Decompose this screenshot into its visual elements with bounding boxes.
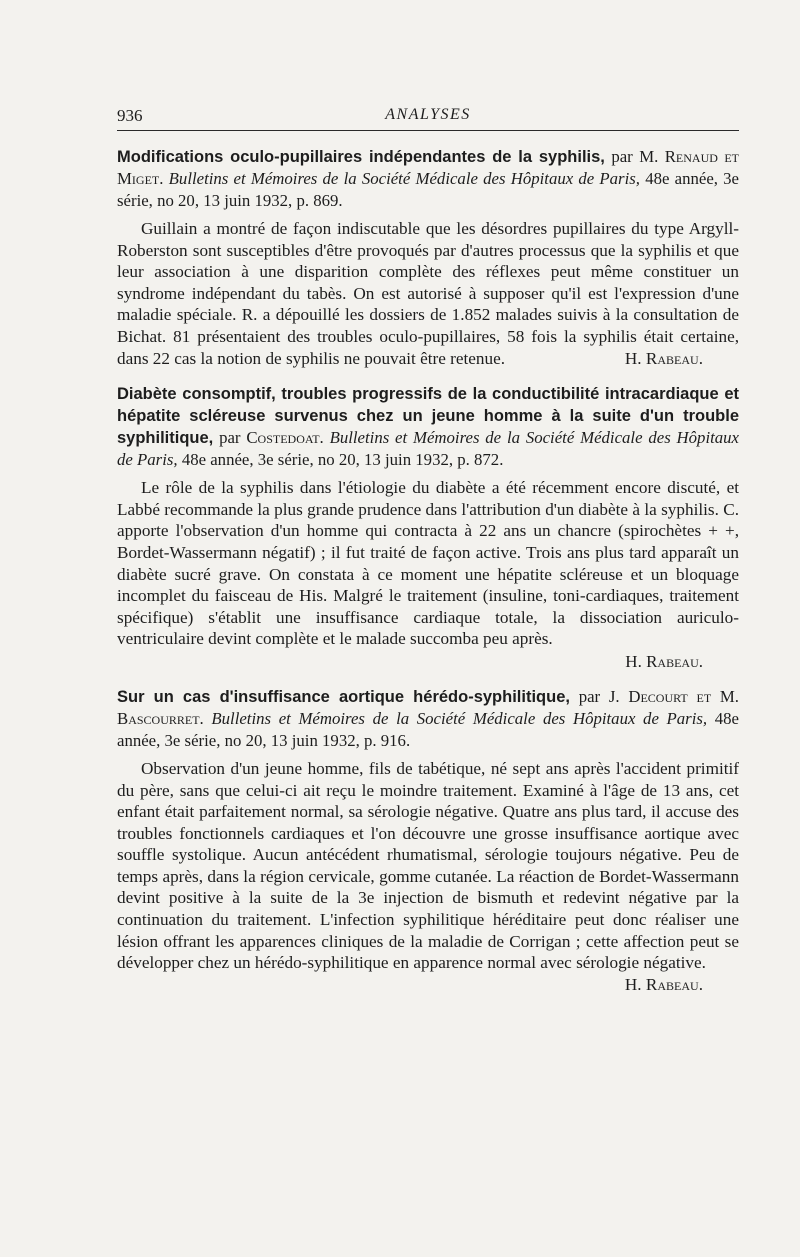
article-body-text: Observation d'un jeune homme, fils de tabétique, né sept ans après l'accident primitif du père, sans que celui-ci ait reçu le moindre traitement. Examiné à l'âge de 13 ans, cet enfant était parfaitement normal, sa sérologie négative. Quatre ans plus tard, il accuse des troubles fonctionnels cardiaques et l'on découvre une grosse insuffisance aortique avec souffle systolique. Aucun antécédent rhumatismal, sérologie toujours négative. Peu de temps après, dans la région cervicale, gomme cutanée. La réaction de Bordet-Wassermann devint positive à la suite de la 3e injection de bismuth et redevint négative par la continuation du traitement. L'infection syphilitique héréditaire peut donc réaliser une lésion offrant les apparences cliniques de la maladie de Corrigan ; cette affection peut se développer chez un hérédo-syphilitique en apparence normal avec sérologie négative. [117,758,739,973]
article-journal: Bulletins et Mémoires de la Société Médicale des Hôpitaux de Paris, [211,708,708,728]
article-by: par [219,428,241,448]
running-title: ANALYSES [385,106,471,123]
article-heading [117,383,739,471]
page-number: 936 [117,106,143,125]
article-body [117,758,739,994]
article-body-text: Guillain a montré de façon indiscutable que les désordres pupillaires du type Argyll-Roberston sont susceptibles d'être provoqués par d'autres processus que la syphilis et que leur association à une disparition complète des réflexes peut même constituer un syndrome indépendant du tabès. On est autorisé à supposer qu'il est l'expression d'une maladie spéciale. R. a dépouillé les dossiers de 1.852 malades suivis à la consultation de Bichat. 81 présentaient des troubles oculo-pupillaires, 58 fois la syphilis était certaine, dans 22 cas la notion de syphilis ne pouvait être retenue. [117,219,739,368]
article-authors: M. Renaud et Miget. [117,147,740,188]
article-journal: Bulletins et Mémoires de la Société Médicale des Hôpitaux de Paris, [117,428,739,470]
article-body [117,218,739,369]
article-body: Le rôle de la syphilis dans l'étiologie du diabète a été récemment encore discuté, et Labbé recommande la plus grande prudence dans l'attribution d'un diabète à la syphilis. C. apporte l'observation d'un homme qui contracta à 22 ans un chancre (spirochètes + +, Bordet-Wassermann négatif) ; il fut traité de façon active. Trois ans plus tard apparaît un diabète sucré grave. On constata à ce moment une hépatite scléreuse et un bloquage incomplet du faisceau de His. Malgré le traitement (insuline, toni-cardiaques, traitement spécifique) s'établit une insuffisance cardiaque totale, la dissociation auriculo-ventriculaire devint complète et le malade succomba peu après. [117,478,739,649]
article-title: Sur un cas d'insuffisance aortique hérédo-syphilitique, [117,687,570,706]
article-title: Modifications oculo-pupillaires indépendantes de la syphilis, [117,148,605,166]
article-journal: Bulletins et Mémoires de la Société Médicale des Hôpitaux de Paris, [168,169,640,188]
article-abstract [117,383,739,672]
article-heading [117,146,739,212]
article-abstract [117,146,739,369]
article-title: Diabète consomptif, troubles progressifs de la conductibilité intracardiaque et hépatite scléreuse survenus chez un jeune homme à la suite d'un trouble syphilitique, [117,385,739,448]
article-signature: H. Rabeau. [624,348,703,368]
article-list [117,146,739,995]
article-abstract [117,686,739,994]
article-by: par [578,686,601,706]
article-citation: 48e année, 3e série, no 20, 13 juin 1932, p. 869. [117,169,740,210]
article-signature: H. Rabeau. [624,974,703,994]
page-header [117,100,739,131]
article-authors: J. Decourt et M. Bascourret. [117,686,739,728]
article-by: par [611,147,633,166]
article-signature: H. Rabeau. [625,651,703,671]
article-citation: 48e année, 3e série, no 20, 13 juin 1932, p. 916. [117,708,739,750]
article-authors: Costedoat. [246,428,324,448]
article-citation: 48e année, 3e série, no 20, 13 juin 1932, p. 872. [181,450,504,470]
article-heading [117,686,739,752]
